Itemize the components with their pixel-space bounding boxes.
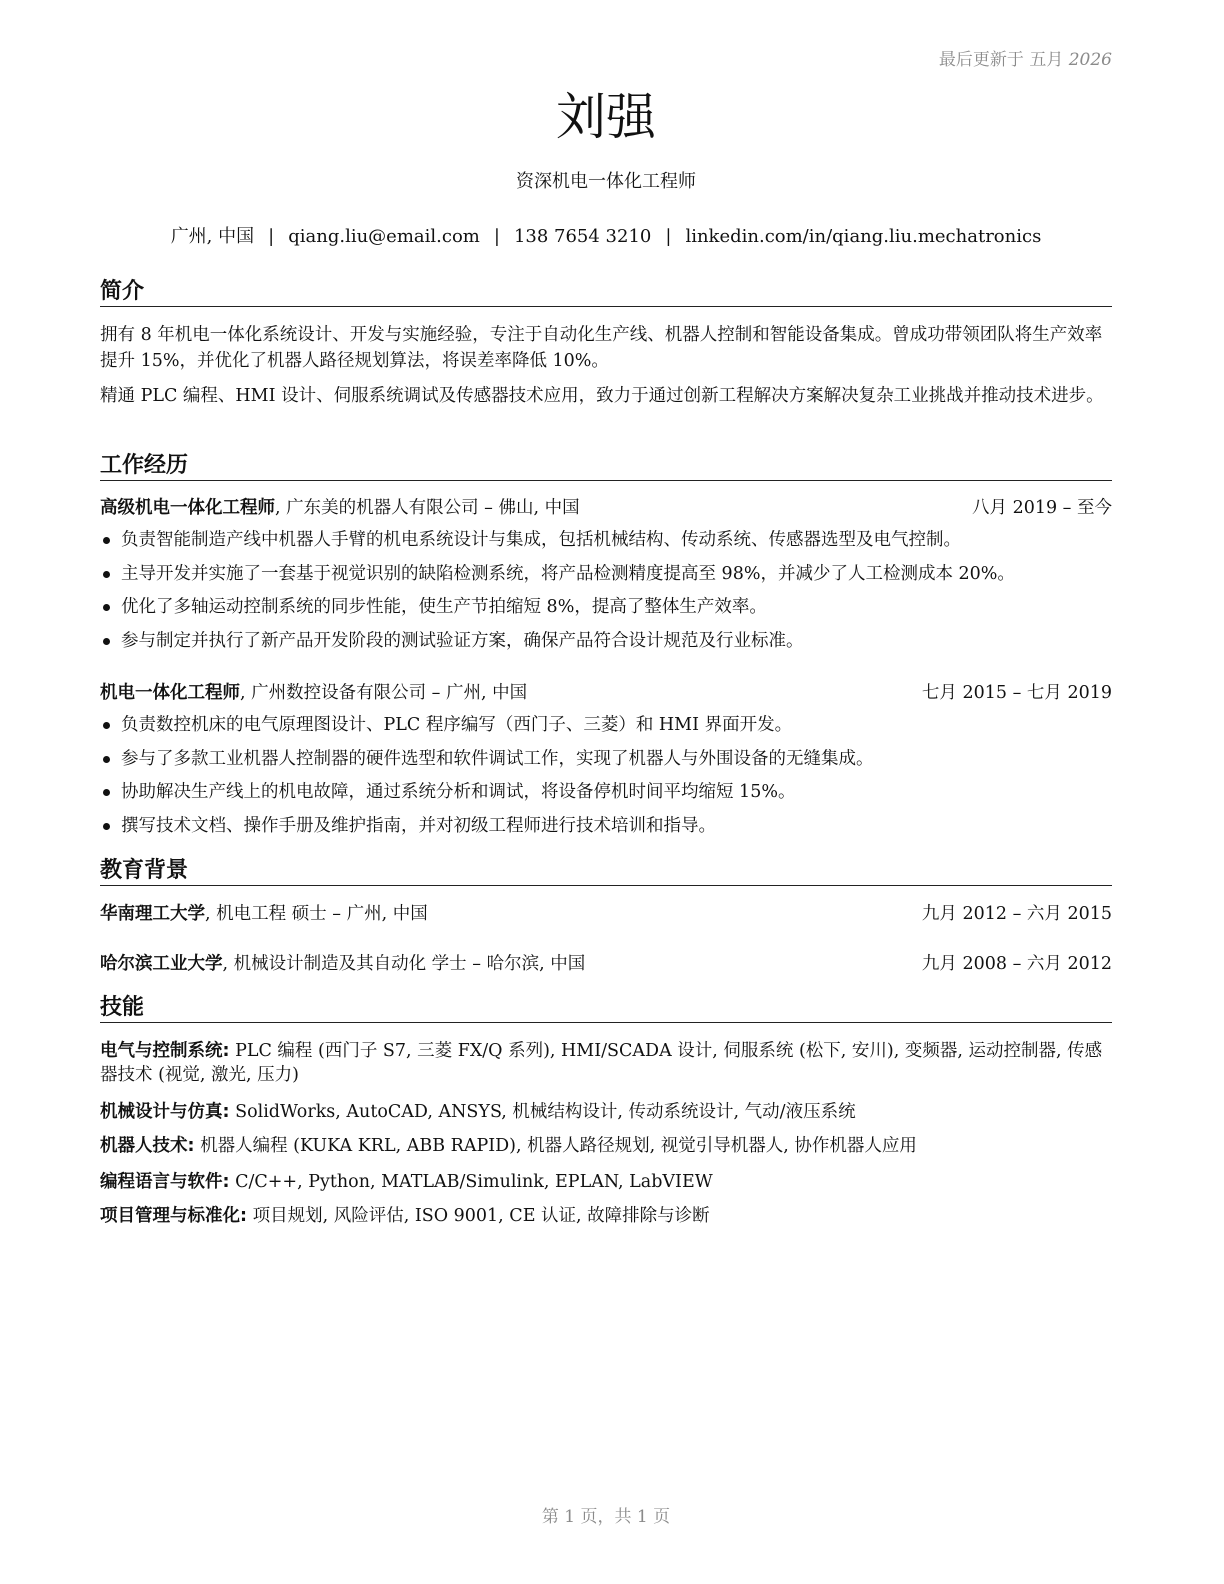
skill-text: SolidWorks, AutoCAD, ANSYS, 机械结构设计, 传动系统设计, 气动/液压系统 [235,1102,856,1122]
job-dates: 八月 2019 – 至今 [972,498,1112,518]
skill-text: 项目规划, 风险评估, ISO 9001, CE 认证, 故障排除与诊断 [252,1206,710,1226]
skill-label: 编程语言与软件: [100,1172,230,1192]
education-dates: 九月 2008 – 六月 2012 [921,954,1112,974]
contact-phone[interactable]: 138 7654 3210 [513,226,652,247]
job-bullet: 主导开发并实施了一套基于视觉识别的缺陷检测系统，将产品检测精度提高至 98%，并减少了人工检测成本 20%。 [100,561,1112,595]
skill-text: PLC 编程 (西门子 S7, 三菱 FX/Q 系列), HMI/SCADA 设计, 伺服系统 (松下, 安川), 变频器, 运动控制器, 传感器技术 (视觉, 激光, 压力) [100,1041,1103,1085]
job-bullet: 参与制定并执行了新产品开发阶段的测试验证方案，确保产品符合设计规范及行业标准。 [100,628,1112,662]
skill-row [100,1100,1112,1124]
candidate-name: 刘强 [556,88,656,146]
job-bullet: 负责数控机床的电气原理图设计、PLC 程序编写（西门子、三菱）和 HMI 界面开发。 [100,712,1112,746]
job-role: 机电一体化工程师 [100,683,240,703]
skill-row [100,1134,1112,1158]
last-updated-year: 2026 [1068,50,1112,70]
job-header [100,680,1112,706]
summary-paragraph: 精通 PLC 编程、HMI 设计、伺服系统调试及传感器技术应用，致力于通过创新工程解决方案解决复杂工业挑战并推动技术进步。 [100,386,1104,406]
summary-paragraph: 拥有 8 年机电一体化系统设计、开发与实施经验，专注于自动化生产线、机器人控制和智能设备集成。曾成功带领团队将生产效率提升 15%，并优化了机器人路径规划算法，将误差率降低 10%。 [100,325,1103,371]
education-item [100,901,1112,927]
page-footer: 第 1 页，共 1 页 [541,1507,671,1527]
section-heading-summary: 简介 [100,278,1112,307]
job-bullet: 撰写技术文档、操作手册及维护指南，并对初级工程师进行技术培训和指导。 [100,813,1112,847]
education-school: 华南理工大学 [100,904,205,924]
last-updated [939,45,1112,70]
resume-page [100,0,1112,1584]
skill-text: 机器人编程 (KUKA KRL, ABB RAPID), 机器人路径规划, 视觉引导机器人, 协作机器人应用 [200,1136,917,1156]
section-heading-experience: 工作经历 [100,452,1112,481]
skill-row [100,1039,1112,1087]
job-bullet: 参与了多款工业机器人控制器的硬件选型和软件调试工作，实现了机器人与外围设备的无缝集成。 [100,746,1112,780]
contact-linkedin[interactable]: linkedin.com/in/qiang.liu.mechatronics [685,226,1042,247]
skill-label: 项目管理与标准化: [100,1206,247,1226]
skill-label: 机械设计与仿真: [100,1102,230,1122]
section-heading-skills: 技能 [100,994,1112,1023]
job-bullet: 协助解决生产线上的机电故障，通过系统分析和调试，将设备停机时间平均缩短 15%。 [100,779,1112,813]
skill-text: C/C++, Python, MATLAB/Simulink, EPLAN, LabVIEW [235,1172,713,1192]
education-school: 哈尔滨工业大学 [100,954,223,974]
last-updated-label: 最后更新于 五月 [938,50,1064,70]
job-bullet: 负责智能制造产线中机器人手臂的机电系统设计与集成，包括机械结构、传动系统、传感器选型及电气控制。 [100,527,1112,561]
job-bullets [100,712,1112,846]
contact-email[interactable]: qiang.liu@email.com [288,226,480,247]
job-company: , 广州数控设备有限公司 – 广州, 中国 [240,683,528,703]
job-header [100,495,1112,521]
job-dates: 七月 2015 – 七月 2019 [921,683,1112,703]
skill-row [100,1170,1112,1194]
contact-separator: | [665,226,672,247]
education-degree: , 机电工程 硕士 – 广州, 中国 [205,904,428,924]
contact-separator: | [268,226,275,247]
job-role: 高级机电一体化工程师 [100,498,275,518]
job-company: , 广东美的机器人有限公司 – 佛山, 中国 [275,498,580,518]
contact-location: 广州, 中国 [170,226,255,247]
skill-row [100,1204,1112,1228]
skill-label: 电气与控制系统: [100,1041,230,1061]
candidate-title: 资深机电一体化工程师 [516,171,696,192]
job-bullets [100,527,1112,661]
education-degree: , 机械设计制造及其自动化 学士 – 哈尔滨, 中国 [222,954,586,974]
skill-label: 机器人技术: [100,1136,195,1156]
section-heading-education: 教育背景 [100,857,1112,886]
contact-line [100,224,1112,250]
education-dates: 九月 2012 – 六月 2015 [921,904,1112,924]
contact-separator: | [493,226,500,247]
education-item [100,951,1112,977]
job-bullet: 优化了多轴运动控制系统的同步性能，使生产节拍缩短 8%，提高了整体生产效率。 [100,594,1112,628]
